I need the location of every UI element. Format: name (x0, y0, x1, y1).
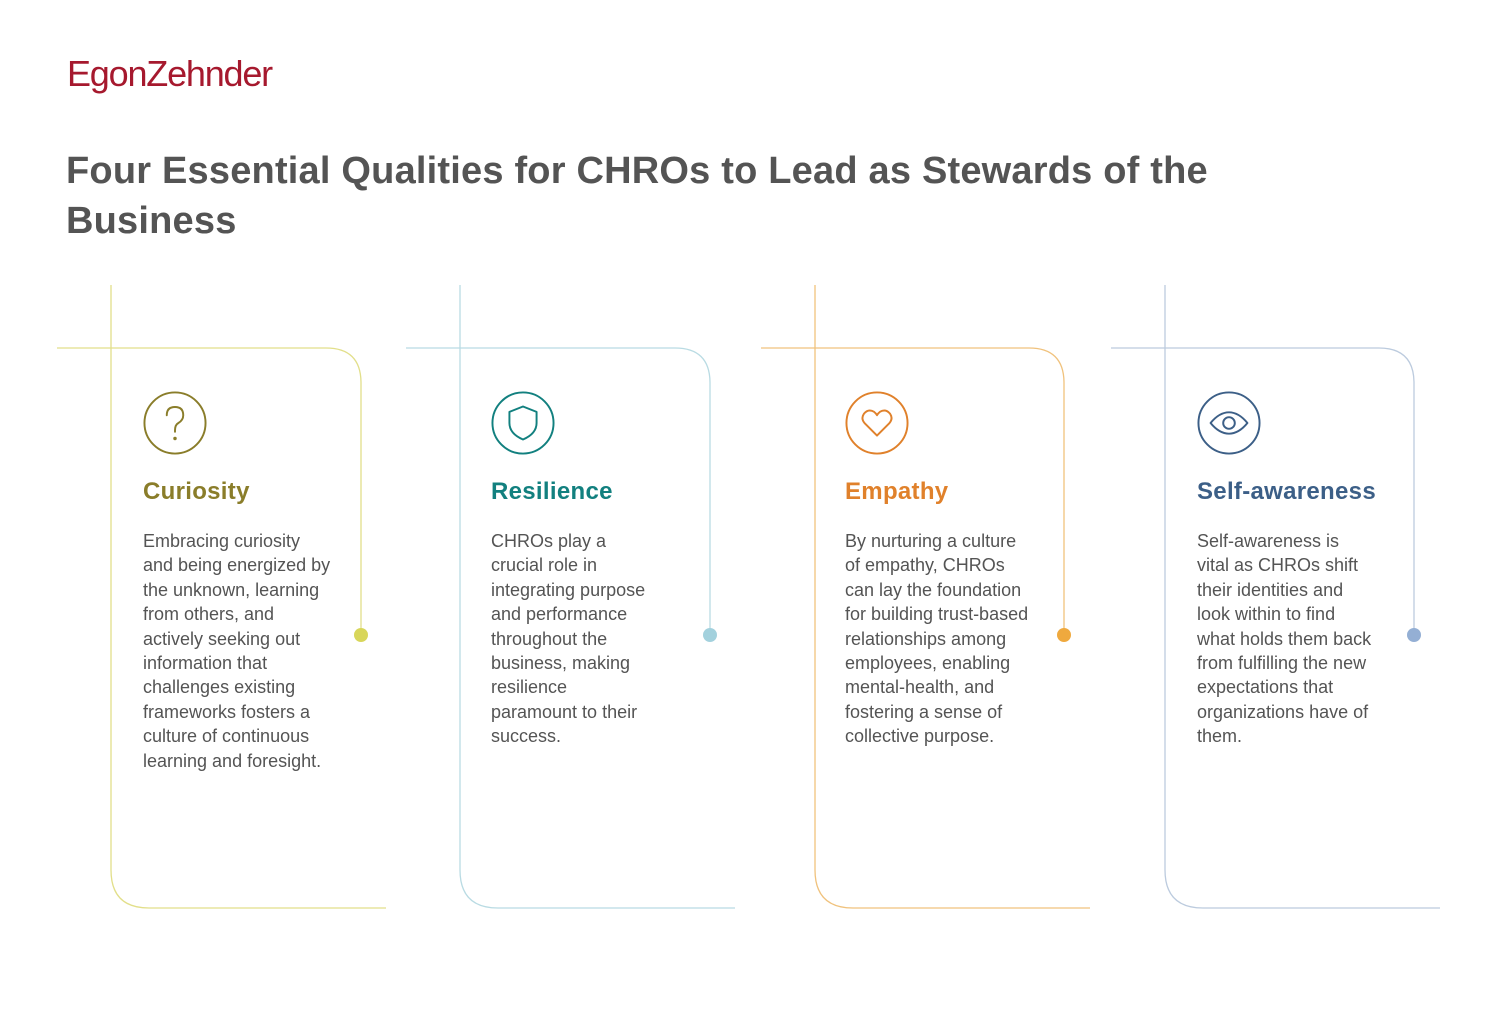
heart-icon (845, 391, 909, 455)
eye-icon (1197, 391, 1261, 455)
page-title: Four Essential Qualities for CHROs to Lead as Stewards of the Business (66, 150, 1208, 242)
quality-title: Curiosity (143, 478, 250, 505)
quality-description: CHROs play a crucial role in integrating purpose and performance throughout the business, making resilience paramount to their success. (491, 531, 646, 747)
quality-description: Self-awareness is vital as CHROs shift their identities and look within to find what holds them back from fulfilling the new expectations that organizations have of them. (1197, 531, 1372, 747)
question-icon (143, 391, 207, 455)
quality-title: Resilience (491, 478, 613, 505)
quality-description: Embracing curiosity and being energized by the unknown, learning from others, and actively seeking out information that challenges existing frameworks fosters a culture of continuous learning and foresight. (143, 531, 331, 771)
quality-card-curiosity (143, 0, 443, 1025)
quality-card-empathy (845, 0, 1145, 1025)
quality-card-self-awareness (1197, 0, 1497, 1025)
egon-zehnder-logo: EgonZehnder (67, 53, 272, 94)
quality-title: Empathy (845, 478, 949, 505)
quality-card-resilience (491, 0, 791, 1025)
shield-icon (491, 391, 555, 455)
quality-title: Self-awareness (1197, 478, 1376, 505)
quality-description: By nurturing a culture of empathy, CHROs can lay the foundation for building trust-based relationships among employees, enabling mental-health, and fostering a sense of collective purpose. (845, 531, 1029, 747)
